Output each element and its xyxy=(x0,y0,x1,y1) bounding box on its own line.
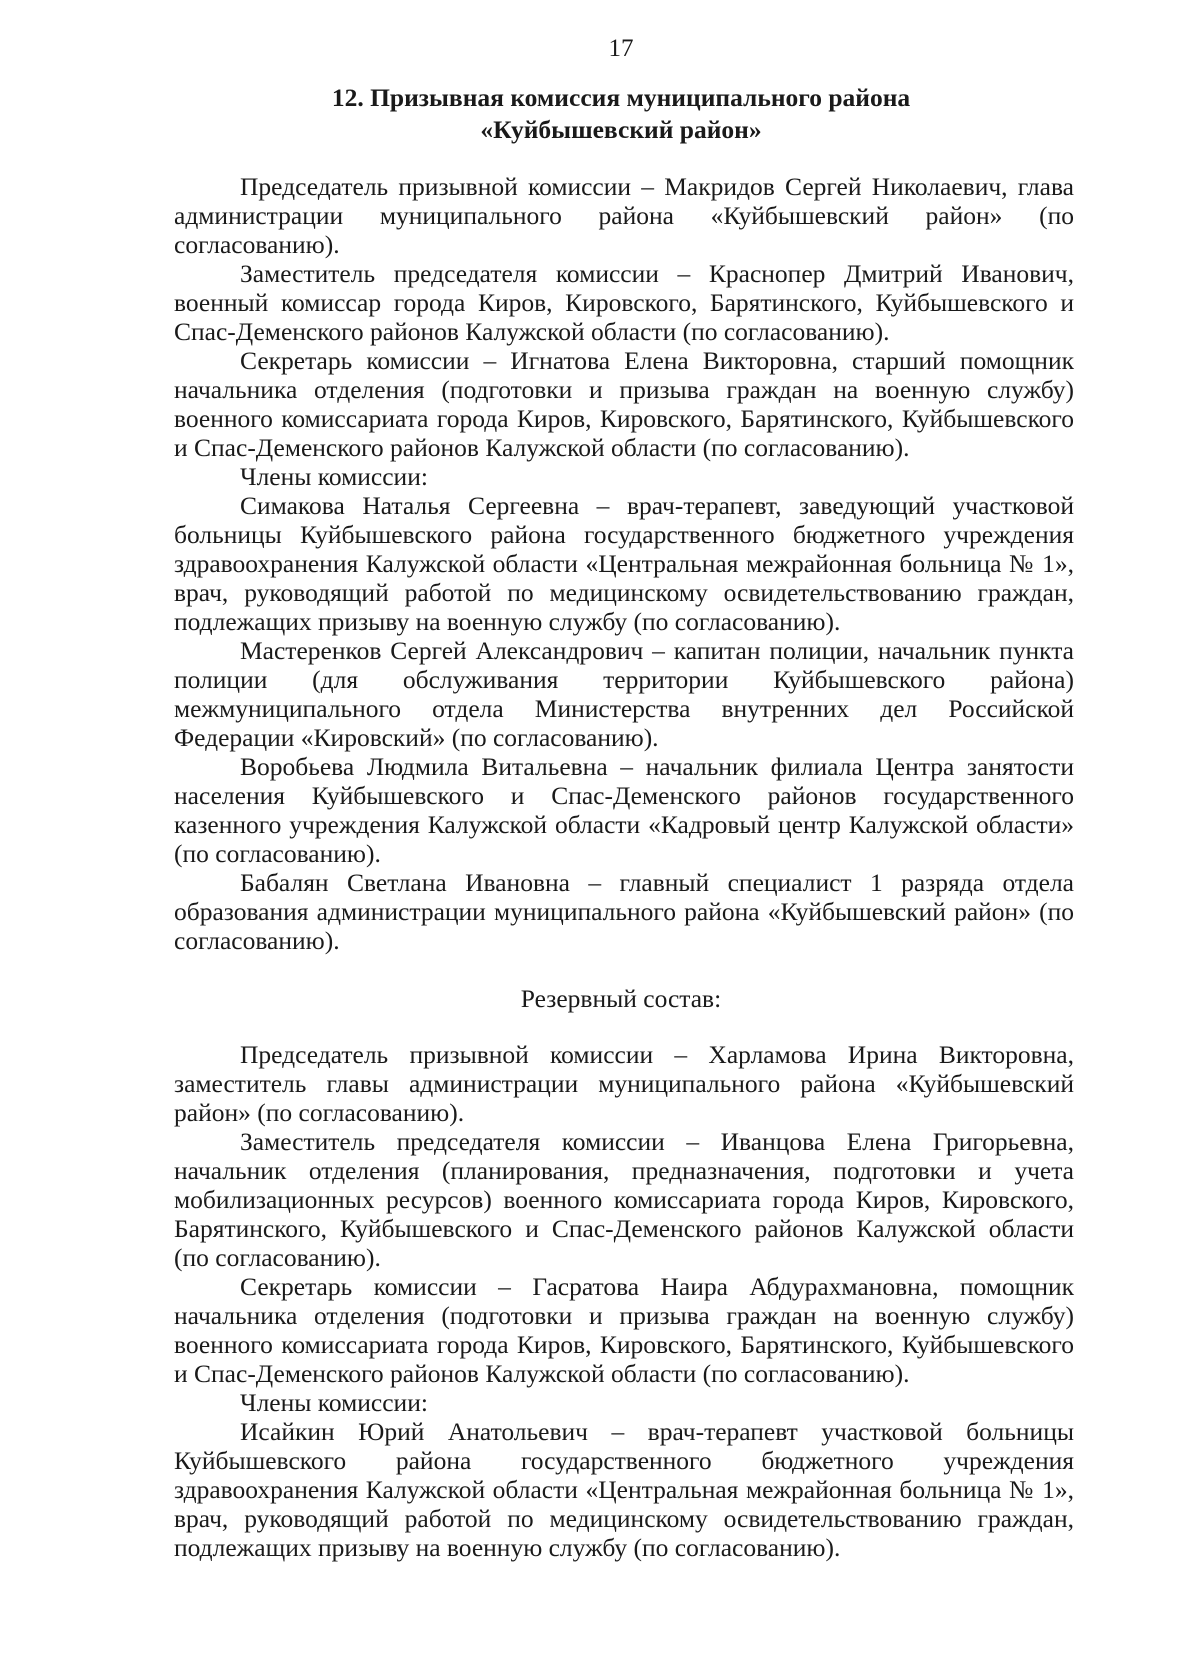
reserve-paragraph-chairman: Председатель призывной комиссии – Харламова Ирина Викторовна, заместитель главы администрации муниципального района «Куйбышевский район» (по согласованию). xyxy=(174,1040,1074,1127)
paragraph-members-label: Члены комиссии: xyxy=(240,462,428,491)
reserve-paragraph-deputy-chairman: Заместитель председателя комиссии – Иванцова Елена Григорьевна, начальник отделения (планирования, предназначения, подготовки и учета мобилизационных ресурсов) военного комиссариата города Киров, Кировского, Барятинского, Куйбышевского и Спас-Деменского районов Калужской области (по согласованию). xyxy=(174,1127,1074,1272)
reserve-composition xyxy=(174,1040,1074,1562)
reserve-heading: Резервный состав: xyxy=(520,984,722,1013)
section-heading-line-2: «Куйбышевский район» xyxy=(480,115,762,144)
reserve-paragraph-members-label: Члены комиссии: xyxy=(240,1388,428,1417)
paragraph-member: Мастеренков Сергей Александрович – капитан полиции, начальник пункта полиции (для обслуживания территории Куйбышевского района) межмуниципального отдела Министерства внутренних дел Российской Федерации «Кировский» (по согласованию). xyxy=(174,636,1074,752)
paragraph-chairman: Председатель призывной комиссии – Макридов Сергей Николаевич, глава администрации муниципального района «Куйбышевский район» (по согласованию). xyxy=(174,172,1074,259)
reserve-paragraph-member: Исайкин Юрий Анатольевич – врач-терапевт участковой больницы Куйбышевского района государственного бюджетного учреждения здравоохранения Калужской области «Центральная межрайонная больница № 1», врач, руководящий работой по медицинскому освидетельствованию граждан, подлежащих призыву на военную службу (по согласованию). xyxy=(174,1417,1074,1562)
paragraph-member: Симакова Наталья Сергеевна – врач-терапевт, заведующий участковой больницы Куйбышевского района государственного бюджетного учреждения здравоохранения Калужской области «Центральная межрайонная больница № 1», врач, руководящий работой по медицинскому освидетельствованию граждан, подлежащих призыву на военную службу (по согласованию). xyxy=(174,491,1074,636)
section-heading xyxy=(0,82,1200,146)
main-composition xyxy=(174,172,1074,955)
page-number: 17 xyxy=(608,35,634,62)
reserve-paragraph-secretary: Секретарь комиссии – Гасратова Наира Абдурахмановна, помощник начальника отделения (подготовки и призыва граждан на военную службу) военного комиссариата города Киров, Кировского, Барятинского, Куйбышевского и Спас-Деменского районов Калужской области (по согласованию). xyxy=(174,1272,1074,1388)
paragraph-deputy-chairman: Заместитель председателя комиссии – Краснопер Дмитрий Иванович, военный комиссар города Киров, Кировского, Барятинского, Куйбышевского и Спас-Деменского районов Калужской области (по согласованию). xyxy=(174,259,1074,346)
section-heading-line-1: 12. Призывная комиссия муниципального района xyxy=(331,83,911,112)
paragraph-member: Воробьева Людмила Витальевна – начальник филиала Центра занятости населения Куйбышевского и Спас-Деменского районов государственного казенного учреждения Калужской области «Кадровый центр Калужской области» (по согласованию). xyxy=(174,752,1074,868)
paragraph-member: Бабалян Светлана Ивановна – главный специалист 1 разряда отдела образования администрации муниципального района «Куйбышевский район» (по согласованию). xyxy=(174,868,1074,955)
paragraph-secretary: Секретарь комиссии – Игнатова Елена Викторовна, старший помощник начальника отделения (подготовки и призыва граждан на военную службу) военного комиссариата города Киров, Кировского, Барятинского, Куйбышевского и Спас-Деменского районов Калужской области (по согласованию). xyxy=(174,346,1074,462)
